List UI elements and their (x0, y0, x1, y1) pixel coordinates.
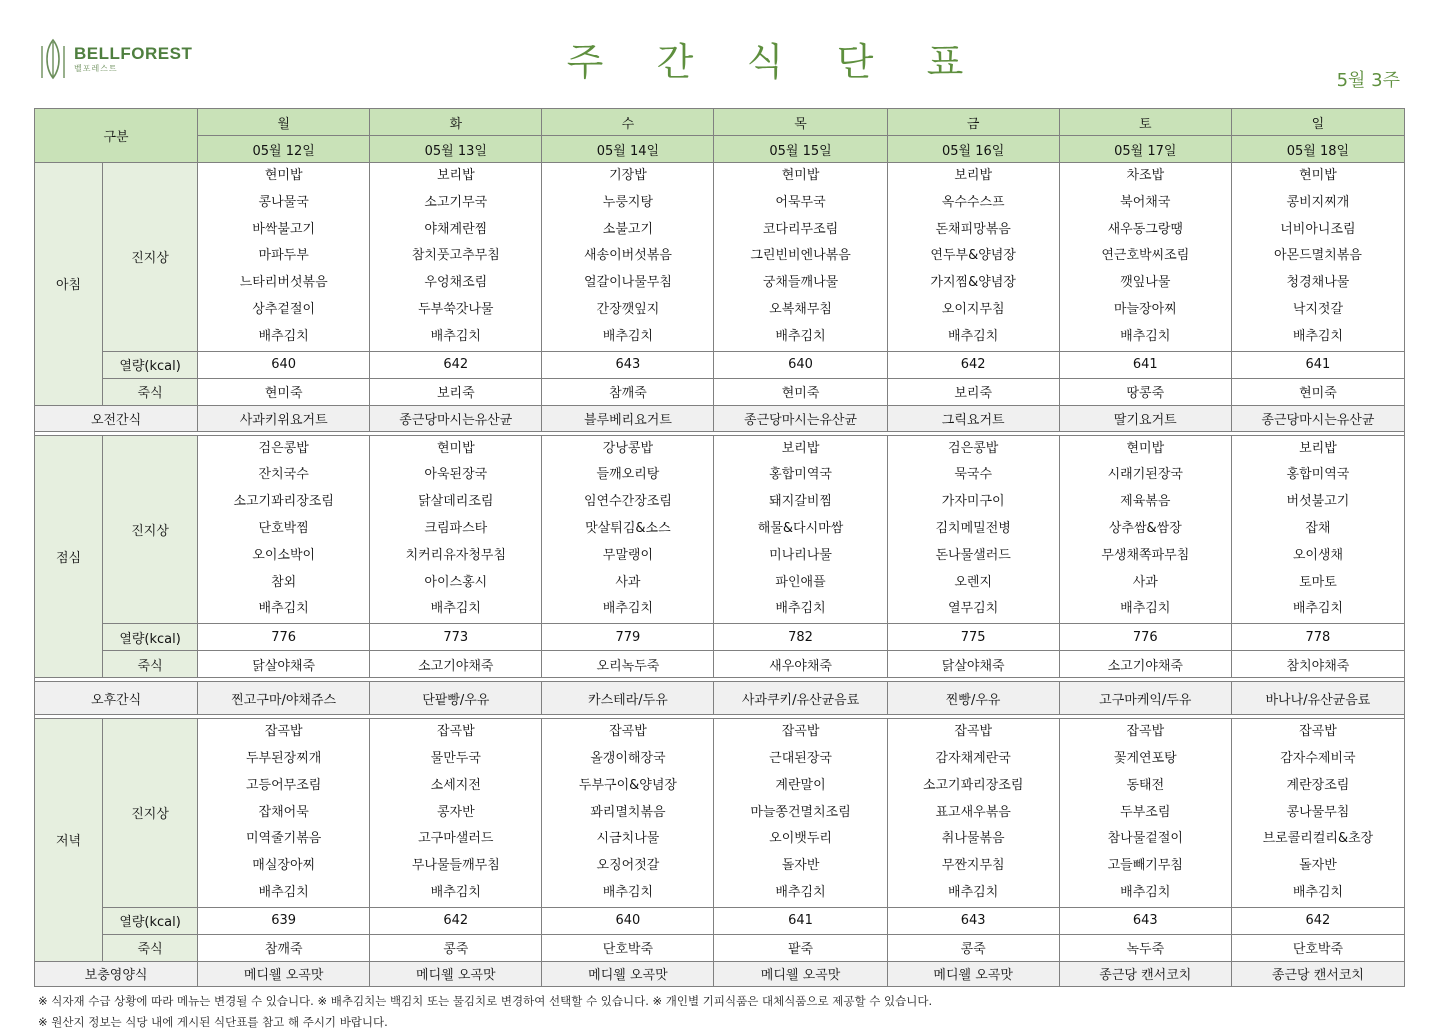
menu-item: 표고새우볶음 (935, 804, 1011, 820)
menu-item: 현미밥 (781, 168, 820, 183)
meal-label-breakfast: 아침 (35, 163, 103, 406)
menu-item: 두부조림 (1120, 804, 1171, 820)
menu-item: 보리밥 (954, 168, 993, 183)
menu-item: 닭살데리조림 (418, 494, 494, 510)
menu-item: 배추김치 (258, 601, 309, 617)
menu-item: 콩자반 (436, 804, 475, 820)
menu-item: 오이생채 (1292, 547, 1344, 563)
title-char: 식 (746, 39, 784, 84)
porridge-cell: 녹두죽 (1059, 934, 1231, 961)
menu-item: 바싹불고기 (252, 221, 316, 237)
calorie-cell: 642 (1231, 907, 1404, 934)
menu-item: 잡채어묵 (258, 804, 309, 820)
logo-name: BELLFOREST (74, 44, 193, 63)
calorie-cell: 778 (1231, 624, 1404, 651)
menu-item: 보리밥 (1299, 440, 1337, 456)
menu-item: 잡곡밥 (781, 724, 820, 740)
menu-item: 홍합미역국 (769, 467, 832, 483)
menu-item: 치커리유자청무침 (405, 547, 507, 563)
menu-item: 어묵무국 (775, 194, 826, 210)
menu-item: 돈채피망볶음 (935, 221, 1011, 237)
main-menu-cell (714, 435, 887, 624)
menu-item: 김치메밀전병 (935, 520, 1011, 536)
calorie-cell: 642 (370, 907, 542, 934)
menu-item: 잡곡밥 (436, 724, 475, 740)
menu-item: 궁채들깨나물 (762, 275, 839, 291)
menu-item: 소고기꽈리장조림 (922, 777, 1024, 793)
calorie-cell: 642 (887, 351, 1059, 378)
menu-item: 현미밥 (436, 440, 475, 456)
menu-item: 마늘쫑건멸치조림 (750, 804, 851, 820)
table-row (35, 961, 1405, 986)
menu-item: 오징어젓갈 (596, 858, 660, 874)
menu-item: 미나리나물 (769, 547, 832, 563)
menu-item: 배추김치 (602, 601, 654, 617)
porridge-label: 죽식 (103, 651, 198, 678)
menu-item: 두부된장찌개 (245, 750, 322, 766)
menu-item: 배추김치 (1292, 601, 1344, 617)
menu-item: 마늘장아찌 (1113, 301, 1177, 317)
menu-item: 오이뱃두리 (769, 831, 832, 847)
menu-item: 배추김치 (1292, 328, 1344, 344)
menu-item: 아이스홍시 (424, 574, 488, 590)
main-menu-cell (1059, 435, 1231, 624)
menu-item: 가자미구이 (941, 494, 1005, 510)
porridge-cell: 보리죽 (370, 378, 542, 405)
menu-item: 시금치나물 (596, 831, 660, 847)
calorie-cell: 640 (714, 351, 887, 378)
menu-item: 현미밥 (1299, 168, 1337, 183)
menu-item: 소고기무국 (424, 194, 488, 210)
menu-item: 오이지무침 (941, 301, 1005, 317)
menu-item: 감자채계란국 (935, 750, 1011, 766)
date-header: 05월 17일 (1059, 136, 1231, 163)
calorie-cell: 643 (1059, 907, 1231, 934)
menu-item: 잡곡밥 (954, 724, 993, 740)
porridge-cell: 콩죽 (887, 934, 1059, 961)
supplement-cell: 메디웰 오곡맛 (370, 961, 542, 986)
menu-item: 간장깻잎지 (596, 301, 660, 317)
menu-item: 얼갈이나물무침 (583, 275, 672, 291)
menu-item: 소불고기 (602, 221, 654, 237)
menu-item: 올갱이해장국 (590, 750, 666, 766)
table-row (35, 435, 1405, 624)
menu-item: 낙지젓갈 (1292, 301, 1344, 317)
main-menu-cell (714, 719, 887, 908)
menu-item: 배추김치 (775, 884, 826, 900)
footer-note: ※ 식자재 수급 상황에 따라 메뉴는 변경될 수 있습니다. ※ 배추김치는 백김치 또는 물김치로 변경하여 선택할 수 있습니다. ※ 개인별 기피식품은 대체식품으로 제공할 수 있습니다. (38, 994, 933, 1008)
menu-item: 버섯불고기 (1286, 494, 1350, 510)
calorie-label: 열량(kcal) (103, 907, 198, 934)
supplement-cell: 메디웰 오곡맛 (714, 961, 887, 986)
date-header: 05월 16일 (887, 136, 1059, 163)
menu-item: 배추김치 (430, 601, 481, 617)
menu-item: 연두부&양념장 (930, 248, 1016, 264)
porridge-cell: 오리녹두죽 (542, 651, 714, 678)
menu-item: 무생채쪽파무침 (1101, 547, 1190, 563)
menu-item: 새우동그랑땡 (1107, 221, 1183, 237)
porridge-cell: 땅콩죽 (1059, 378, 1231, 405)
porridge-cell: 닭살야채죽 (887, 651, 1059, 678)
menu-item: 현미밥 (1126, 440, 1165, 456)
menu-item: 가지찜&양념장 (930, 275, 1016, 291)
menu-item: 잡곡밥 (609, 724, 647, 740)
footer-note: ※ 원산지 정보는 식당 내에 게시된 식단표를 참고 해 주시기 바랍니다. (38, 1015, 388, 1029)
menu-item: 매실장아찌 (252, 858, 316, 874)
menu-item: 오복채무침 (769, 301, 832, 317)
calorie-cell: 640 (542, 907, 714, 934)
menu-item: 사과 (615, 574, 641, 590)
menu-item: 기장밥 (609, 168, 647, 183)
afternoon_snack-cell: 단팥빵/우유 (370, 682, 542, 715)
menu-item: 코다리무조림 (762, 221, 839, 237)
menu-item: 맛살튀김&소스 (585, 520, 671, 536)
supplement-cell: 메디웰 오곡맛 (887, 961, 1059, 986)
menu-item: 감자수제비국 (1280, 750, 1356, 766)
menu-item: 연근호박씨조림 (1101, 248, 1190, 264)
main-menu-cell (887, 163, 1059, 352)
supplement-cell: 메디웰 오곡맛 (542, 961, 714, 986)
table-row (35, 907, 1405, 934)
title-char: 간 (656, 39, 694, 84)
main-label: 진지상 (103, 435, 198, 624)
porridge-cell: 단호박죽 (542, 934, 714, 961)
porridge-cell: 현미죽 (714, 378, 887, 405)
menu-item: 우엉채조림 (424, 275, 488, 291)
menu-item: 그린빈비엔나볶음 (750, 248, 851, 264)
weekly-menu-table (34, 108, 1405, 987)
menu-item: 배추김치 (430, 884, 481, 900)
menu-item: 현미밥 (264, 168, 303, 183)
day-header: 월 (198, 109, 370, 136)
menu-item: 근대된장국 (769, 750, 832, 766)
menu-item: 배추김치 (1292, 884, 1344, 900)
menu-item: 계란말이 (775, 777, 826, 793)
category-header: 구분 (35, 109, 198, 163)
calorie-cell: 776 (198, 624, 370, 651)
calorie-cell: 640 (198, 351, 370, 378)
menu-item: 청경채나물 (1286, 275, 1350, 291)
afternoon_snack-cell: 사과쿠키/유산균음료 (714, 682, 887, 715)
calorie-cell: 776 (1059, 624, 1231, 651)
date-header: 05월 14일 (542, 136, 714, 163)
menu-item: 돼지갈비찜 (769, 494, 832, 510)
calorie-cell: 643 (542, 351, 714, 378)
porridge-cell: 소고기야채죽 (1059, 651, 1231, 678)
menu-item: 홍합미역국 (1286, 467, 1350, 483)
table-row (35, 719, 1405, 908)
menu-item: 돈나물샐러드 (935, 547, 1011, 563)
menu-item: 취나물볶음 (941, 831, 1005, 847)
calorie-label: 열량(kcal) (103, 624, 198, 651)
afternoon_snack-cell: 카스테라/두유 (542, 682, 714, 715)
week-label: 5월 3주 (1336, 70, 1400, 91)
porridge-cell: 현미죽 (198, 378, 370, 405)
morning_snack-label: 오전간식 (35, 405, 198, 431)
menu-item: 콩비지찌개 (1286, 194, 1350, 210)
table-row (35, 934, 1405, 961)
table-row (35, 624, 1405, 651)
menu-item: 돌자반 (781, 858, 820, 874)
date-header: 05월 12일 (198, 136, 370, 163)
menu-item: 열무김치 (948, 601, 999, 617)
menu-item: 아몬드멸치볶음 (1273, 248, 1362, 264)
menu-item: 야채계란찜 (424, 221, 488, 237)
menu-item: 두부구이&양념장 (578, 777, 677, 793)
main-menu-cell (1231, 435, 1404, 624)
menu-item: 북어채국 (1120, 194, 1171, 210)
table-row (35, 163, 1405, 352)
calorie-cell: 782 (714, 624, 887, 651)
menu-item: 검은콩밥 (258, 440, 309, 456)
date-header: 05월 18일 (1231, 136, 1404, 163)
menu-item: 무나물들깨무침 (411, 858, 500, 874)
calorie-label: 열량(kcal) (103, 351, 198, 378)
afternoon_snack-cell: 찐빵/우유 (887, 682, 1059, 715)
afternoon_snack-label: 오후간식 (35, 682, 198, 715)
menu-item: 상추쌈&쌈장 (1108, 520, 1182, 536)
meal-label-lunch: 점심 (35, 435, 103, 678)
menu-item: 깻잎나물 (1120, 275, 1171, 291)
morning_snack-cell: 사과키위요거트 (198, 405, 370, 431)
bellforest-logo (40, 34, 196, 84)
menu-item: 배추김치 (1120, 884, 1171, 900)
calorie-cell: 641 (714, 907, 887, 934)
table-row (35, 405, 1405, 431)
main-menu-cell (198, 163, 370, 352)
menu-item: 시래기된장국 (1107, 467, 1183, 483)
porridge-cell: 소고기야채죽 (370, 651, 542, 678)
menu-item: 잔치국수 (258, 467, 309, 483)
table-row (35, 351, 1405, 378)
menu-item: 물만두국 (430, 750, 481, 766)
menu-item: 토마토 (1299, 574, 1337, 590)
porridge-label: 죽식 (103, 378, 198, 405)
menu-item: 잡채 (1305, 520, 1331, 536)
main-menu-cell (198, 435, 370, 624)
porridge-cell: 참깨죽 (542, 378, 714, 405)
porridge-cell: 현미죽 (1231, 378, 1404, 405)
main-menu-cell (714, 163, 887, 352)
menu-item: 크림파스타 (424, 520, 488, 536)
table-row (35, 378, 1405, 405)
menu-item: 사과 (1132, 574, 1158, 590)
menu-item: 참외 (271, 574, 297, 590)
porridge-cell: 팥죽 (714, 934, 887, 961)
menu-item: 고구마샐러드 (418, 831, 494, 847)
menu-item: 배추김치 (775, 601, 826, 617)
menu-item: 배추김치 (1120, 601, 1171, 617)
menu-item: 브로콜리컬리&초장 (1262, 831, 1374, 847)
menu-item: 임연수간장조림 (583, 494, 672, 510)
menu-item: 들깨오리탕 (596, 467, 660, 483)
menu-item: 미역줄기볶음 (245, 831, 322, 847)
menu-item: 배추김치 (775, 328, 826, 344)
menu-item: 콩나물무침 (1286, 804, 1350, 820)
table-row (35, 651, 1405, 678)
day-header: 금 (887, 109, 1059, 136)
menu-item: 너비아니조림 (1280, 221, 1356, 237)
calorie-cell: 775 (887, 624, 1059, 651)
menu-item: 잡곡밥 (264, 724, 303, 740)
day-header: 수 (542, 109, 714, 136)
day-header: 일 (1231, 109, 1404, 136)
morning_snack-cell: 종근당마시는유산균 (370, 405, 542, 431)
leaf-logo-icon (40, 38, 66, 80)
calorie-cell: 643 (887, 907, 1059, 934)
menu-item: 무말랭이 (602, 547, 654, 563)
morning_snack-cell: 그릭요거트 (887, 405, 1059, 431)
menu-item: 마파두부 (258, 248, 309, 264)
main-menu-cell (370, 719, 542, 908)
main-label: 진지상 (103, 163, 198, 352)
day-header: 화 (370, 109, 542, 136)
menu-item: 배추김치 (430, 328, 481, 344)
menu-item: 오렌지 (954, 574, 993, 590)
menu-item: 동태전 (1126, 777, 1165, 793)
main-label: 진지상 (103, 719, 198, 908)
menu-item: 배추김치 (602, 884, 654, 900)
calorie-cell: 639 (198, 907, 370, 934)
footer-notes (38, 991, 932, 1033)
afternoon_snack-cell: 찐고구마/야채쥬스 (198, 682, 370, 715)
table-row (35, 682, 1405, 715)
menu-item: 고등어무조림 (245, 777, 322, 793)
menu-item: 두부쑥갓나물 (418, 301, 494, 317)
menu-item: 묵국수 (954, 467, 993, 483)
supplement-cell: 종근당 캔서코치 (1231, 961, 1404, 986)
table-row (35, 136, 1405, 163)
menu-item: 배추김치 (948, 328, 999, 344)
main-menu-cell (542, 435, 714, 624)
porridge-cell: 닭살야채죽 (198, 651, 370, 678)
menu-item: 배추김치 (602, 328, 654, 344)
menu-item: 파인애플 (775, 574, 826, 590)
menu-item: 검은콩밥 (948, 440, 999, 456)
porridge-cell: 단호박죽 (1231, 934, 1404, 961)
supplement-cell: 종근당 캔서코치 (1059, 961, 1231, 986)
porridge-cell: 참깨죽 (198, 934, 370, 961)
table-row (35, 109, 1405, 136)
logo-subtitle: 벨포레스트 (74, 64, 118, 73)
main-menu-cell (1059, 719, 1231, 908)
menu-item: 콩나물국 (258, 194, 309, 210)
menu-item: 고들빼기무침 (1107, 858, 1183, 874)
day-header: 목 (714, 109, 887, 136)
menu-item: 돌자반 (1299, 858, 1337, 874)
menu-item: 상추겉절이 (252, 301, 316, 317)
main-menu-cell (370, 163, 542, 352)
menu-item: 참치풋고추무침 (411, 248, 500, 264)
porridge-cell: 콩죽 (370, 934, 542, 961)
calorie-cell: 642 (370, 351, 542, 378)
calorie-cell: 773 (370, 624, 542, 651)
menu-item: 배추김치 (258, 328, 309, 344)
menu-item: 해물&다시마쌈 (757, 520, 844, 536)
menu-item: 누룽지탕 (602, 194, 654, 210)
morning_snack-cell: 종근당마시는유산균 (1231, 405, 1404, 431)
porridge-cell: 참치야채죽 (1231, 651, 1404, 678)
afternoon_snack-cell: 고구마케익/두유 (1059, 682, 1231, 715)
morning_snack-cell: 블루베리요거트 (542, 405, 714, 431)
menu-item: 꽃게연포탕 (1113, 750, 1177, 766)
morning_snack-cell: 종근당마시는유산균 (714, 405, 887, 431)
menu-item: 차조밥 (1126, 168, 1165, 183)
afternoon_snack-cell: 바나나/유산균음료 (1231, 682, 1404, 715)
menu-item: 무짠지무침 (941, 858, 1005, 874)
porridge-label: 죽식 (103, 934, 198, 961)
menu-item: 보리밥 (781, 440, 820, 456)
main-menu-cell (1231, 719, 1404, 908)
menu-item: 보리밥 (436, 168, 475, 183)
menu-item: 오이소박이 (252, 547, 316, 563)
porridge-cell: 새우야채죽 (714, 651, 887, 678)
date-header: 05월 13일 (370, 136, 542, 163)
supplement-cell: 메디웰 오곡맛 (198, 961, 370, 986)
menu-item: 배추김치 (1120, 328, 1171, 344)
menu-item: 옥수수스프 (941, 194, 1005, 210)
menu-item: 제육볶음 (1120, 494, 1171, 510)
main-menu-cell (542, 719, 714, 908)
main-menu-cell (887, 719, 1059, 908)
page-title (540, 34, 990, 82)
supplement-label: 보충영양식 (35, 961, 198, 986)
menu-item: 소세지전 (430, 777, 481, 793)
menu-item: 계란장조림 (1286, 777, 1350, 793)
main-menu-cell (1231, 163, 1404, 352)
menu-item: 잡곡밥 (1126, 724, 1165, 740)
menu-item: 참나물겉절이 (1107, 831, 1183, 847)
calorie-cell: 641 (1231, 351, 1404, 378)
main-menu-cell (887, 435, 1059, 624)
menu-item: 꽈리멸치볶음 (590, 804, 666, 820)
calorie-cell: 641 (1059, 351, 1231, 378)
menu-item: 새송이버섯볶음 (583, 248, 672, 264)
title-char: 주 (566, 39, 604, 84)
main-menu-cell (1059, 163, 1231, 352)
morning_snack-cell: 딸기요거트 (1059, 405, 1231, 431)
menu-item: 아욱된장국 (424, 467, 488, 483)
menu-item: 배추김치 (948, 884, 999, 900)
title-char: 표 (926, 39, 964, 84)
main-menu-cell (542, 163, 714, 352)
menu-item: 강낭콩밥 (602, 440, 654, 456)
menu-item: 단호박찜 (258, 520, 309, 536)
main-menu-cell (198, 719, 370, 908)
day-header: 토 (1059, 109, 1231, 136)
calorie-cell: 779 (542, 624, 714, 651)
porridge-cell: 보리죽 (887, 378, 1059, 405)
menu-item: 잡곡밥 (1299, 724, 1337, 740)
main-menu-cell (370, 435, 542, 624)
menu-item: 느타리버섯볶음 (239, 275, 328, 291)
menu-item: 소고기꽈리장조림 (233, 494, 334, 510)
meal-label-dinner: 저녁 (35, 719, 103, 962)
title-char: 단 (836, 39, 874, 84)
date-header: 05월 15일 (714, 136, 887, 163)
menu-item: 배추김치 (258, 884, 309, 900)
